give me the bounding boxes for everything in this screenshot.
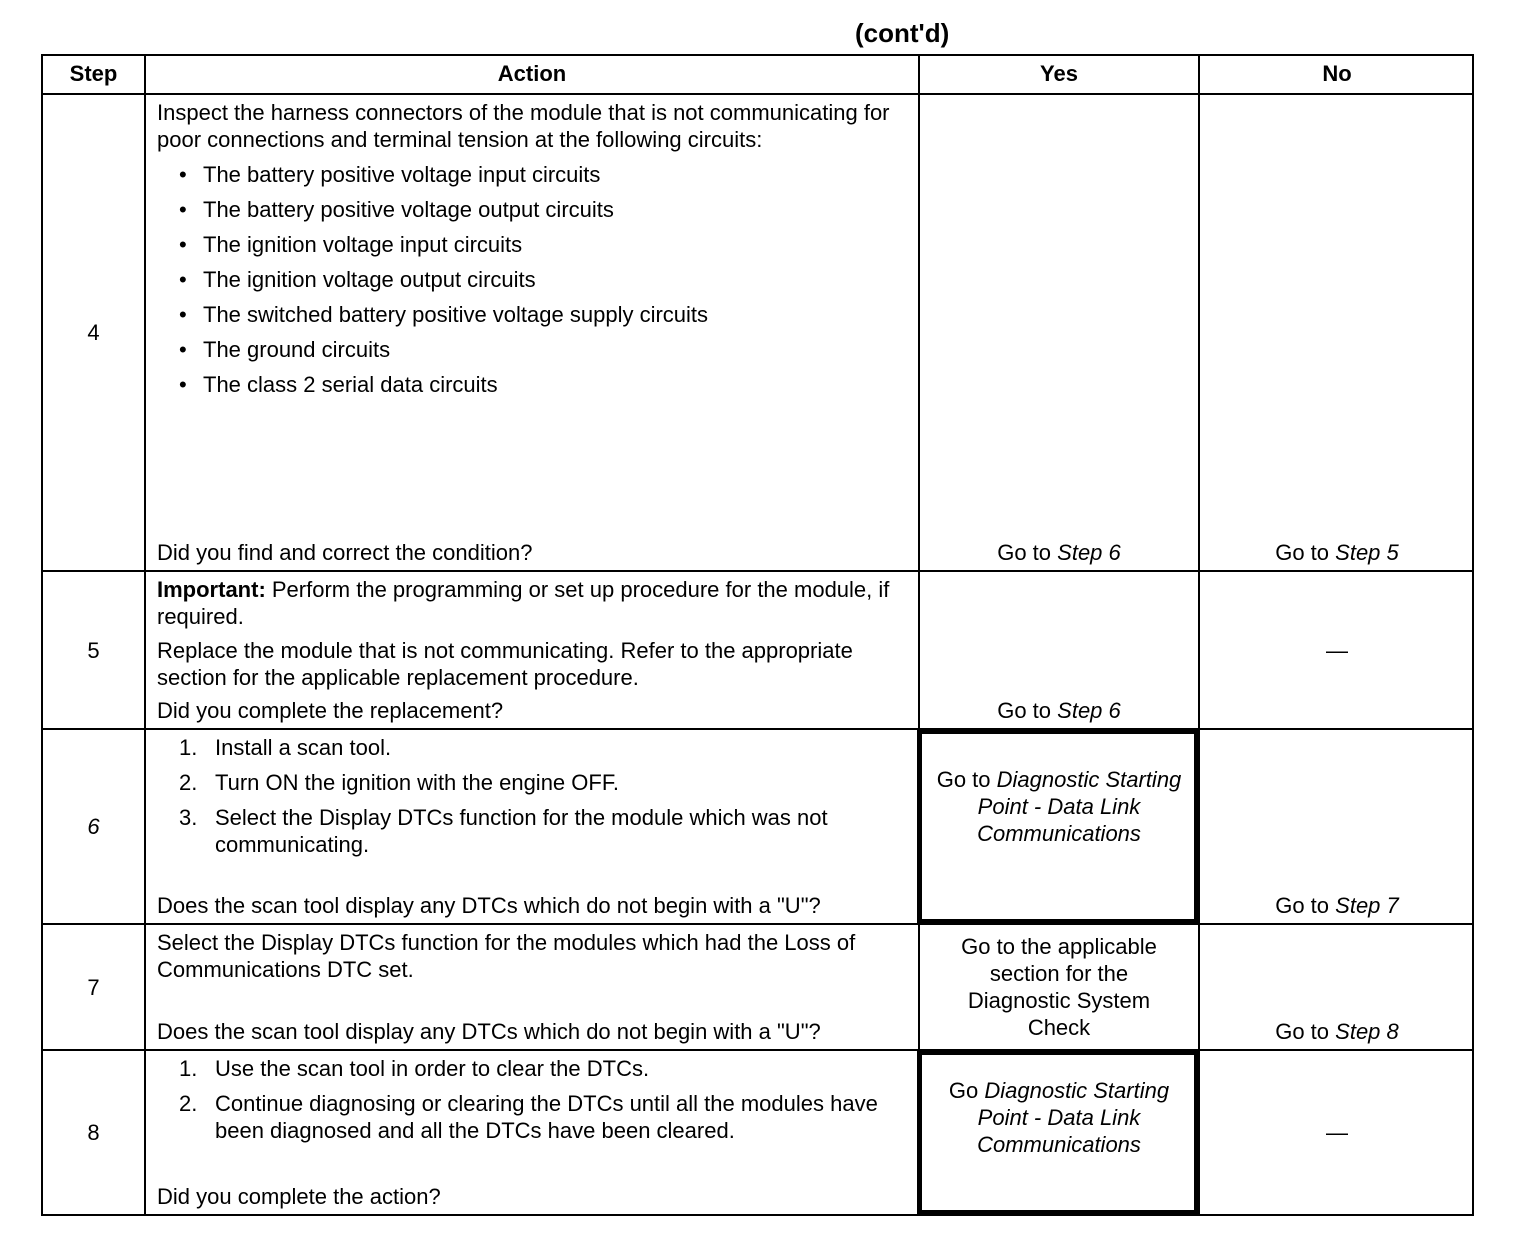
action-question: Did you complete the action? — [157, 1184, 441, 1209]
table-row — [43, 570, 1472, 728]
step-number: 4 — [87, 320, 100, 345]
header-action: Action — [144, 56, 918, 93]
no-prefix: Go to — [1275, 1019, 1330, 1044]
yes-cell — [918, 730, 1198, 923]
step-number: 8 — [87, 1120, 100, 1145]
yes-prefix: Go to — [997, 698, 1052, 723]
action-cell — [144, 572, 918, 728]
no-cell: — — [1198, 572, 1474, 728]
important-text: Perform the programming or set up procedure for the module, if required. — [157, 577, 890, 629]
action-intro: Inspect the harness connectors of the module that is not communicating for poor connections and terminal tension at the following circuits: — [157, 100, 890, 152]
no-cell — [1198, 925, 1474, 1049]
yes-cell: Go to the applicable section for the Diagnostic System Check — [918, 925, 1198, 1049]
circuit-list — [157, 161, 908, 398]
step-list — [157, 734, 908, 858]
list-item: 2. Turn ON the ignition with the engine OFF. — [179, 770, 619, 795]
list-item: • The battery positive voltage output circuits — [157, 196, 908, 223]
action-question: Did you complete the replacement? — [157, 698, 504, 723]
yes-prefix: Go — [948, 1078, 979, 1103]
action-text: Replace the module that is not communicating. Refer to the appropriate section for the applicable replacement procedure. — [157, 637, 853, 690]
step-link[interactable]: Step 6 — [1057, 540, 1121, 565]
important-note — [157, 576, 908, 630]
no-cell: — — [1198, 1051, 1474, 1214]
step-number: 6 — [87, 814, 100, 839]
list-item: • The switched battery positive voltage supply circuits — [157, 301, 908, 328]
action-question: Does the scan tool display any DTCs which do not begin with a "U"? — [157, 893, 821, 918]
list-item: • The battery positive voltage input circuits — [157, 161, 908, 188]
no-cell — [1198, 95, 1474, 570]
action-question: Does the scan tool display any DTCs which do not begin with a "U"? — [157, 1019, 821, 1044]
list-item: 2. Continue diagnosing or clearing the DTCs until all the modules have been diagnosed and all the DTCs have been cleared. — [179, 1091, 878, 1143]
list-item: 3. Select the Display DTCs function for the module which was not communicating. — [179, 805, 828, 857]
step-number: 5 — [87, 637, 100, 663]
action-question: Did you find and correct the condition? — [157, 540, 533, 565]
step-number: 7 — [87, 974, 100, 1000]
step-link[interactable]: Step 7 — [1335, 893, 1399, 918]
list-item: • The ignition voltage output circuits — [157, 266, 908, 293]
no-cell — [1198, 730, 1474, 923]
yes-cell — [918, 572, 1198, 728]
step-link[interactable]: Step 8 — [1335, 1019, 1399, 1044]
header-yes: Yes — [918, 56, 1198, 93]
list-item: • The ignition voltage input circuits — [157, 231, 908, 258]
yes-prefix: Go to — [936, 767, 991, 792]
action-cell — [144, 730, 918, 923]
yes-prefix: Go to — [997, 540, 1052, 565]
yes-cell — [918, 1051, 1198, 1214]
action-text: Select the Display DTCs function for the modules which had the Loss of Communications DTC set. — [157, 930, 856, 982]
important-label: Important: — [157, 577, 266, 602]
action-cell — [144, 1051, 918, 1214]
action-cell — [144, 925, 918, 1049]
action-cell — [144, 95, 918, 570]
diagnostic-link[interactable]: Diagnostic Starting Point - Data Link Communications — [977, 1078, 1170, 1157]
table-row — [43, 93, 1472, 570]
diagnostic-link[interactable]: Diagnostic Starting Point - Data Link Communications — [977, 767, 1182, 846]
table-header — [43, 56, 1472, 93]
step-list — [157, 1055, 908, 1144]
table-row — [43, 923, 1472, 1049]
no-prefix: Go to — [1275, 893, 1330, 918]
list-item: • The ground circuits — [157, 336, 908, 363]
yes-cell — [918, 95, 1198, 570]
header-step: Step — [69, 61, 118, 86]
diagnostic-table — [41, 54, 1474, 1216]
step-link[interactable]: Step 6 — [1057, 698, 1121, 723]
table-row — [43, 1049, 1472, 1214]
step-link[interactable]: Step 5 — [1335, 540, 1399, 565]
header-no: No — [1198, 56, 1474, 93]
no-prefix: Go to — [1275, 540, 1330, 565]
continued-label: (cont'd) — [855, 18, 950, 48]
list-item: 1. Use the scan tool in order to clear the DTCs. — [179, 1056, 650, 1081]
list-item: 1. Install a scan tool. — [179, 735, 392, 760]
table-row — [43, 728, 1472, 923]
list-item: • The class 2 serial data circuits — [157, 371, 908, 398]
